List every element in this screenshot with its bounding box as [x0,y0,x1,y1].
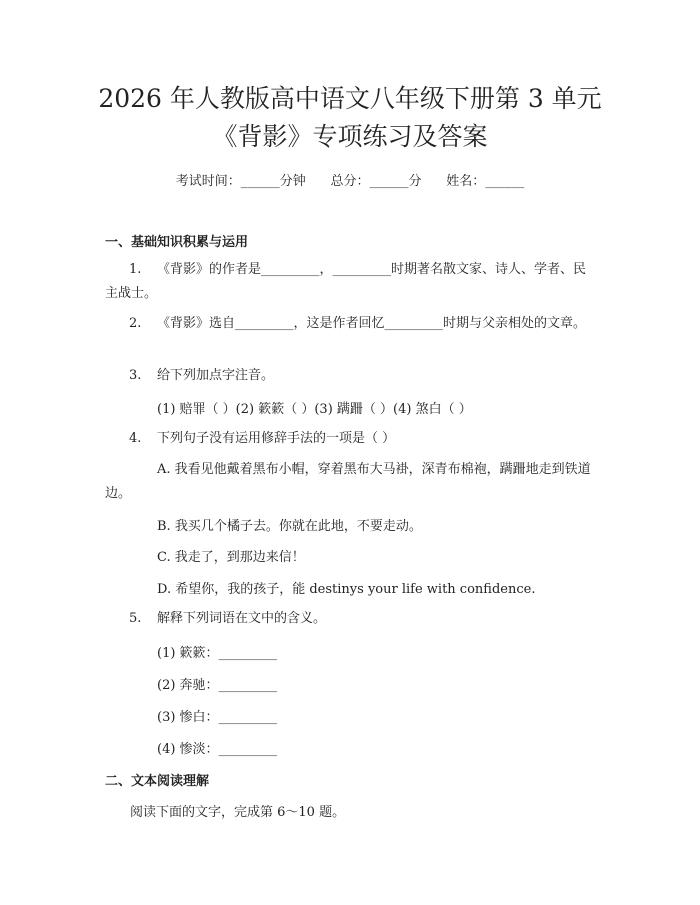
question-5-text: 解释下列词语在文中的含义。 [157,611,327,626]
document-title [0,80,700,156]
title-line-2: 《背影》专项练习及答案 [212,122,488,151]
question-5-number: 5. [129,611,142,626]
question-4-option-a: A. 我看见他戴着黑布小帽，穿着黑布大马褂，深青布棉袍，蹒跚地走到铁道边。 [105,462,591,501]
question-4 [105,427,595,451]
question-2 [105,312,595,336]
question-2-text: 《背影》选自_________，这是作者回忆_________时期与父亲相处的文章。 [157,316,587,331]
question-2-number: 2. [129,316,142,331]
question-4-number: 4. [129,431,142,446]
question-3-options: (1) 赔罪（ ）(2) 簌簌（ ）(3) 蹒跚（ ）(4) 煞白（ ） [157,402,472,417]
question-5-item: (3) 惨白：_________ [157,710,278,725]
question-1-number: 1. [129,262,142,277]
question-5-item: (1) 簌簌：_________ [157,646,278,661]
question-4-option-d: D. 希望你，我的孩子，能 destinys your life with confidence. [157,582,536,597]
question-1-text: 《背影》的作者是_________，_________时期著名散文家、诗人、学者、民主战士。 [105,262,587,301]
question-4-text: 下列句子没有运用修辞手法的一项是（ ） [157,431,396,446]
question-3 [105,364,595,388]
question-4-option-b: B. 我买几个橘子去。你就在此地，不要走动。 [157,519,422,534]
question-5-item: (2) 奔驰：_________ [157,678,278,693]
section-2-intro: 阅读下面的文字，完成第 6～10 题。 [130,805,346,820]
question-5-item: (4) 惨淡：_________ [157,742,278,757]
question-1 [105,258,595,306]
question-3-text: 给下列加点字注音。 [157,368,275,383]
question-3-number: 3. [129,368,142,383]
question-5 [105,607,595,631]
title-line-1: 2026 年人教版高中语文八年级下册第 3 单元 [98,84,602,113]
section-2-heading: 二、文本阅读理解 [105,774,210,789]
exam-meta: 考试时间：______分钟 总分：______分 姓名：______ [175,174,525,189]
question-4-option-c: C. 我走了，到那边来信！ [157,550,305,565]
section-1-heading: 一、基础知识积累与运用 [105,235,249,250]
